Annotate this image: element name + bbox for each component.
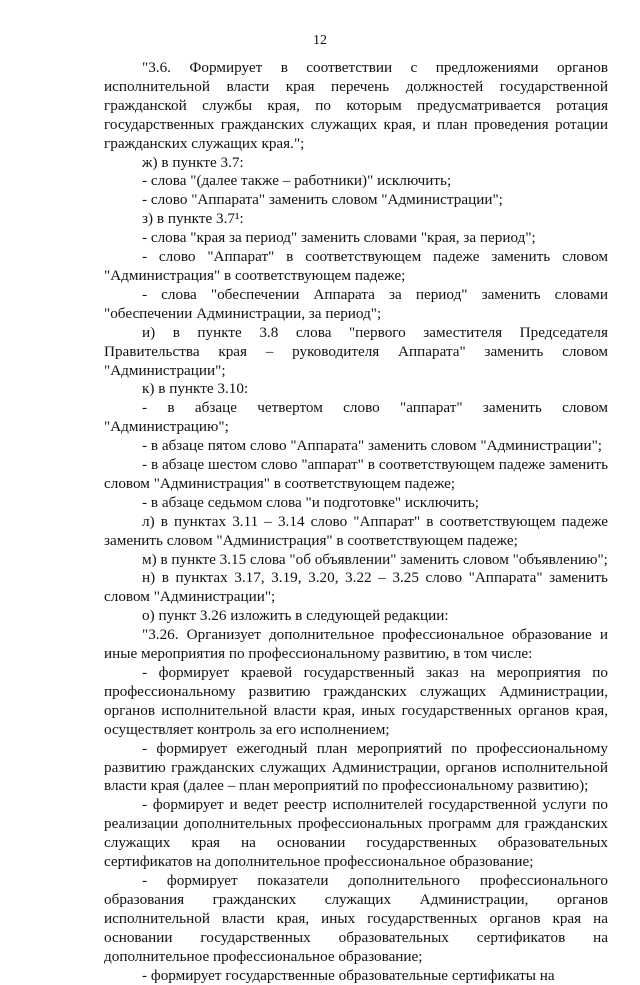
paragraph: - формирует ежегодный план мероприятий по профессиональному развитию гражданских служащих Администрации, органов исполнительной власти края (далее – план мероприятий по профессиональному развитию);: [104, 740, 608, 797]
page-number: 12: [0, 33, 640, 49]
paragraph: "3.26. Организует дополнительное профессиональное образование и иные мероприятия по профессиональному развитию, в том числе:: [104, 626, 608, 664]
paragraph: - слова "(далее также – работники)" исключить;: [104, 172, 608, 191]
paragraph: - формирует государственные образовательные сертификаты на: [104, 967, 608, 985]
paragraph: з) в пункте 3.7¹:: [104, 210, 608, 229]
paragraph: - в абзаце седьмом слова "и подготовке" исключить;: [104, 494, 608, 513]
paragraph: и) в пункте 3.8 слова "первого заместителя Председателя Правительства края – руководителя Аппарата" заменить словом "Администрации";: [104, 324, 608, 381]
paragraph: - слово "Аппарат" в соответствующем падеже заменить словом "Администрация" в соответствующем падеже;: [104, 248, 608, 286]
document-body: [104, 59, 608, 985]
paragraph: - формирует краевой государственный заказ на мероприятия по профессиональному развитию гражданских служащих Администрации, органов исполнительной власти края, иных государственных органов края, осуществляет контроль за его исполнением;: [104, 664, 608, 740]
paragraph: - слова "края за период" заменить словами "края, за период";: [104, 229, 608, 248]
paragraph: о) пункт 3.26 изложить в следующей редакции:: [104, 607, 608, 626]
paragraph: - в абзаце шестом слово "аппарат" в соответствующем падеже заменить словом "Администрация" в соответствующем падеже;: [104, 456, 608, 494]
paragraph: - слово "Аппарата" заменить словом "Администрации";: [104, 191, 608, 210]
paragraph: н) в пунктах 3.17, 3.19, 3.20, 3.22 – 3.25 слово "Аппарата" заменить словом "Администрации";: [104, 569, 608, 607]
paragraph: - формирует и ведет реестр исполнителей государственной услуги по реализации дополнительных профессиональных программ для гражданских служащих края на основании государственных образовательных сертификатов на дополнительное профессиональное образование;: [104, 796, 608, 872]
paragraph: к) в пункте 3.10:: [104, 380, 608, 399]
paragraph: л) в пунктах 3.11 – 3.14 слово "Аппарат" в соответствующем падеже заменить словом "Администрация" в соответствующем падеже;: [104, 513, 608, 551]
paragraph: ж) в пункте 3.7:: [104, 154, 608, 173]
paragraph: - в абзаце четвертом слово "аппарат" заменить словом "Администрацию";: [104, 399, 608, 437]
paragraph: м) в пункте 3.15 слова "об объявлении" заменить словом "объявлению";: [104, 551, 608, 570]
paragraph: - слова "обеспечении Аппарата за период" заменить словами "обеспечении Администрации, за период";: [104, 286, 608, 324]
paragraph: "3.6. Формирует в соответствии с предложениями органов исполнительной власти края перечень должностей государственной гражданской службы края, по которым предусматривается ротация государственных гражданских служащих края, и план проведения ротации гражданских служащих края.";: [104, 59, 608, 154]
paragraph: - в абзаце пятом слово "Аппарата" заменить словом "Администрации";: [104, 437, 608, 456]
paragraph: - формирует показатели дополнительного профессионального образования гражданских служащих Администрации, органов исполнительной власти края, иных государственных органов края на основании государственных образовательных сертификатов на дополнительное профессиональное образование;: [104, 872, 608, 967]
